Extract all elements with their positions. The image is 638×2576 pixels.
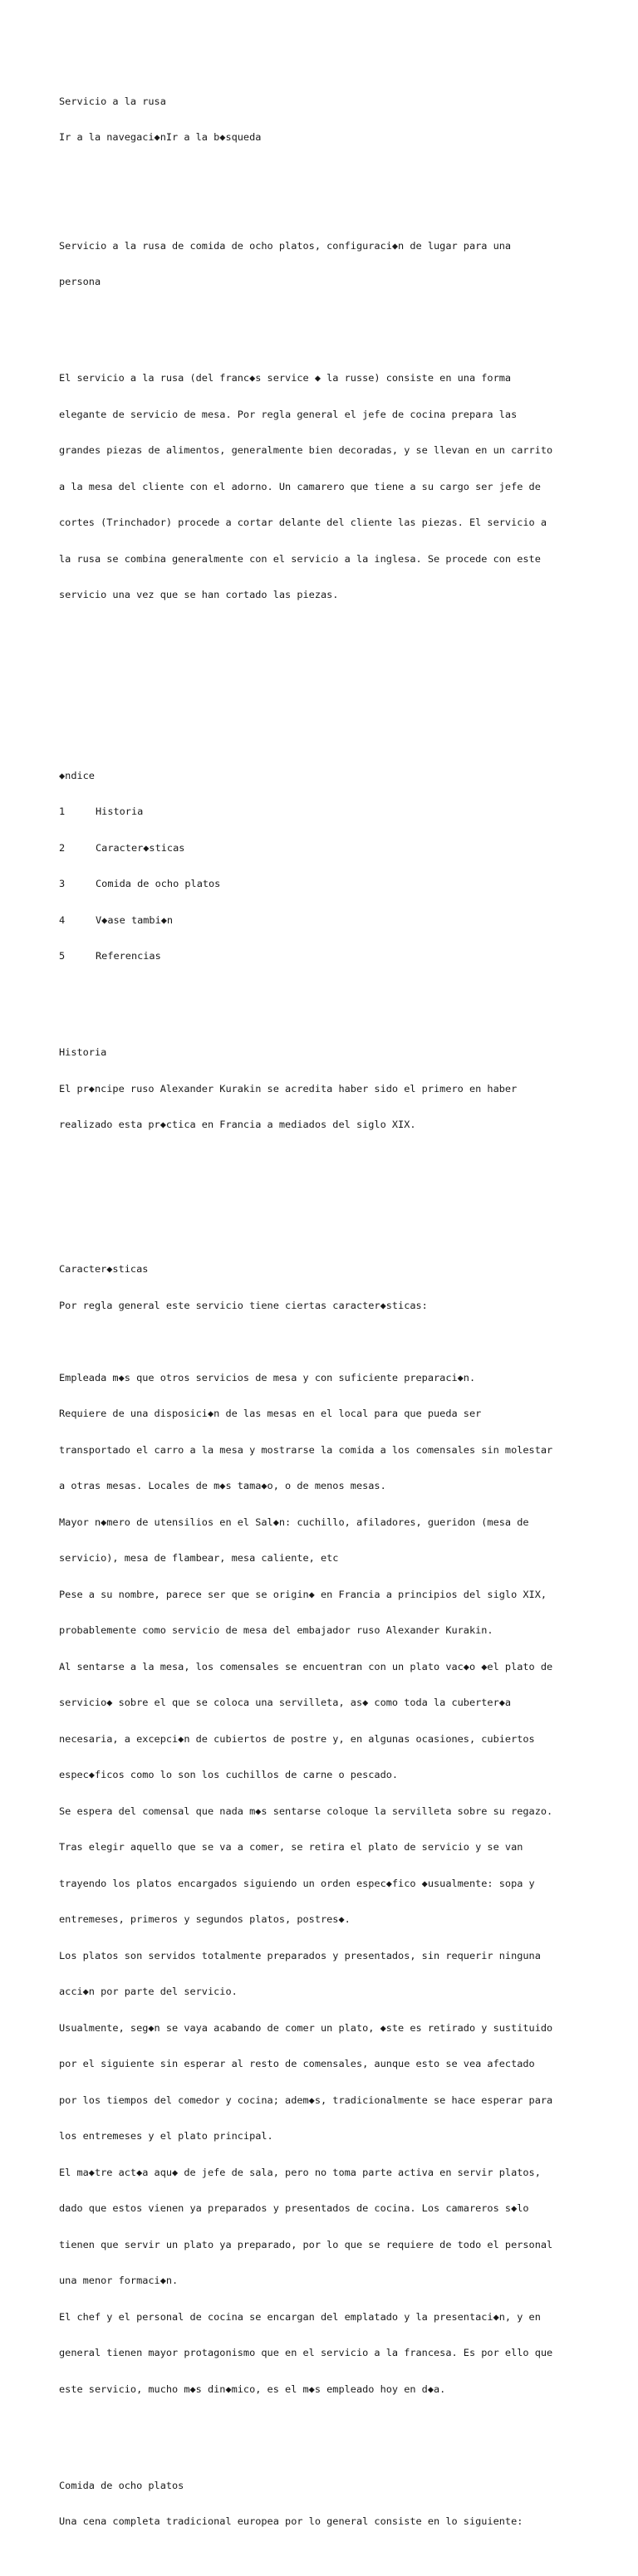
paragraph-line: la rusa se combina generalmente con el servicio a la inglesa. Se procede con este bbox=[59, 552, 541, 565]
list-item-line: trayendo los platos encargados siguiendo un orden espec◆fico ◆usualmente: sopa y bbox=[59, 1877, 535, 1889]
paragraph-line: realizado esta pr◆ctica en Francia a mediados del siglo XIX. bbox=[59, 1119, 416, 1130]
toc-item-label[interactable]: Historia bbox=[96, 806, 144, 817]
paragraph-line: cortes (Trinchador) procede a cortar delante del cliente las piezas. El servicio a bbox=[59, 517, 547, 528]
spacer bbox=[59, 698, 591, 710]
list-item-line: servicio), mesa de flambear, mesa caliente, etc bbox=[59, 1552, 339, 1564]
toc-item[interactable] bbox=[59, 878, 591, 890]
section-historia bbox=[59, 1022, 591, 1155]
spacer bbox=[59, 1335, 591, 1348]
toc-item-number: 2 bbox=[59, 841, 66, 854]
list-item-line: este servicio, mucho m◆s din◆mico, es el m◆s empleado hoy en d◆a. bbox=[59, 2383, 446, 2395]
intro-paragraph bbox=[59, 348, 591, 625]
list-item-line: Requiere de una disposici◆n de las mesas en el local para que pueda ser bbox=[59, 1408, 482, 1419]
list-item-line: por los tiempos del comedor y cocina; adem◆s, tradicionalmente se hace esperar para bbox=[59, 2094, 553, 2106]
toc-item-label[interactable]: Comida de ocho platos bbox=[96, 878, 221, 889]
list-item-line: acci◆n por parte del servicio. bbox=[59, 1986, 238, 1997]
list-item-line: los entremeses y el plato principal. bbox=[59, 2130, 273, 2142]
list-item-line: Mayor n◆mero de utensilios en el Sal◆n: cuchillo, afiladores, gueridon (mesa de bbox=[59, 1516, 529, 1528]
image-caption bbox=[59, 216, 591, 312]
list-item-line: Se espera del comensal que nada m◆s sentarse coloque la servilleta sobre su regazo. bbox=[59, 1805, 553, 1817]
toc-item-number: 1 bbox=[59, 806, 66, 817]
section-ocho-platos bbox=[59, 2456, 591, 2552]
paragraph-line: servicio una vez que se han cortado las piezas. bbox=[59, 589, 339, 600]
paragraph-line: El pr◆ncipe ruso Alexander Kurakin se acredita haber sido el primero en haber bbox=[59, 1082, 518, 1095]
toc-item-label[interactable]: Caracter◆sticas bbox=[96, 841, 185, 854]
navigation-links[interactable]: Ir a la navegaci◆nIr a la b◆squeda bbox=[59, 131, 262, 143]
caption-line: persona bbox=[59, 276, 101, 287]
list-item-line: Al sentarse a la mesa, los comensales se encuentran con un plato vac◆o ◆el plato de bbox=[59, 1660, 553, 1672]
list-item-line: una menor formaci◆n. bbox=[59, 2275, 179, 2286]
list-item-line: El ma◆tre act◆a aqu◆ de jefe de sala, pero no toma parte activa en servir platos, bbox=[59, 2166, 541, 2178]
list-item-line: El chef y el personal de cocina se encargan del emplatado y la presentaci◆n, y en bbox=[59, 2310, 541, 2323]
section-heading: Comida de ocho platos bbox=[59, 2479, 184, 2491]
list-item-line: por el siguiente sin esperar al resto de comensales, aunque esto se vea afectado bbox=[59, 2058, 535, 2069]
paragraph-line: Una cena completa tradicional europea por lo general consiste en lo siguiente: bbox=[59, 2515, 523, 2527]
paragraph-line: elegante de servicio de mesa. Por regla general el jefe de cocina prepara las bbox=[59, 408, 518, 420]
list-item-line: espec◆ficos como lo son los cuchillos de carne o pescado. bbox=[59, 1769, 399, 1780]
list-item-line: servicio◆ sobre el que se coloca una servilleta, as◆ como toda la cuberter◆a bbox=[59, 1697, 512, 1708]
toc-item-label[interactable]: Referencias bbox=[96, 950, 161, 962]
caption-line: Servicio a la rusa de comida de ocho platos, configuraci◆n de lugar para una bbox=[59, 239, 512, 252]
toc-item-label[interactable]: V◆ase tambi◆n bbox=[96, 913, 174, 926]
section-caracteristicas bbox=[59, 1239, 591, 2419]
list-item-line: probablemente como servicio de mesa del embajador ruso Alexander Kurakin. bbox=[59, 1624, 493, 1636]
list-item-line: tienen que servir un plato ya preparado, por lo que se requiere de todo el personal bbox=[59, 2238, 553, 2250]
section-heading: Historia bbox=[59, 1046, 107, 1058]
list-item-line: dado que estos vienen ya preparados y presentados de cocina. Los camareros s◆lo bbox=[59, 2202, 529, 2214]
list-item-line: Pese a su nombre, parece ser que se origin◆ en Francia a principios del siglo XIX, bbox=[59, 1588, 547, 1600]
toc-item[interactable] bbox=[59, 806, 591, 818]
toc-item[interactable] bbox=[59, 950, 591, 962]
spacer bbox=[59, 168, 591, 180]
list-item-line: a otras mesas. Locales de m◆s tama◆o, o de menos mesas. bbox=[59, 1480, 386, 1491]
toc-heading: ◆ndice bbox=[59, 769, 95, 781]
paragraph-line: El servicio a la rusa (del franc◆s service ◆ la russe) consiste en una forma bbox=[59, 372, 512, 384]
list-item-line: necesaria, a excepci◆n de cubiertos de postre y, en algunas ocasiones, cubiertos bbox=[59, 1732, 535, 1745]
list-item-line: transportado el carro a la mesa y mostrarse la comida a los comensales sin molestar bbox=[59, 1443, 553, 1456]
table-of-contents bbox=[59, 746, 591, 987]
list-item-line: Empleada m◆s que otros servicios de mesa y con suficiente preparaci◆n. bbox=[59, 1371, 476, 1383]
toc-item[interactable] bbox=[59, 914, 591, 927]
page-title: Servicio a la rusa bbox=[59, 95, 166, 107]
spacer bbox=[59, 661, 591, 673]
toc-item-number: 5 bbox=[59, 950, 66, 962]
toc-item-number: 4 bbox=[59, 913, 66, 926]
list-item-line: Los platos son servidos totalmente preparados y presentados, sin requerir ninguna bbox=[59, 1949, 541, 1961]
list-item-line: Tras elegir aquello que se va a comer, se retira el plato de servicio y se van bbox=[59, 1841, 523, 1853]
section-heading: Caracter◆sticas bbox=[59, 1263, 149, 1275]
paragraph-line: grandes piezas de alimentos, generalmente bien decoradas, y se llevan en un carrito bbox=[59, 444, 553, 456]
section-intro: Por regla general este servicio tiene ciertas caracter◆sticas: bbox=[59, 1299, 428, 1311]
spacer bbox=[59, 1191, 591, 1203]
document-page bbox=[59, 59, 591, 2576]
toc-item[interactable] bbox=[59, 842, 591, 855]
list-item-line: entremeses, primeros y segundos platos, postres◆. bbox=[59, 1913, 351, 1925]
list-item-line: Usualmente, seg◆n se vaya acabando de comer un plato, ◆ste es retirado y sustituido bbox=[59, 2021, 553, 2034]
paragraph-line: a la mesa del cliente con el adorno. Un camarero que tiene a su cargo ser jefe de bbox=[59, 480, 541, 492]
toc-item-number: 3 bbox=[59, 878, 66, 889]
list-item-line: general tienen mayor protagonismo que en el servicio a la francesa. Es por ello que bbox=[59, 2347, 553, 2358]
